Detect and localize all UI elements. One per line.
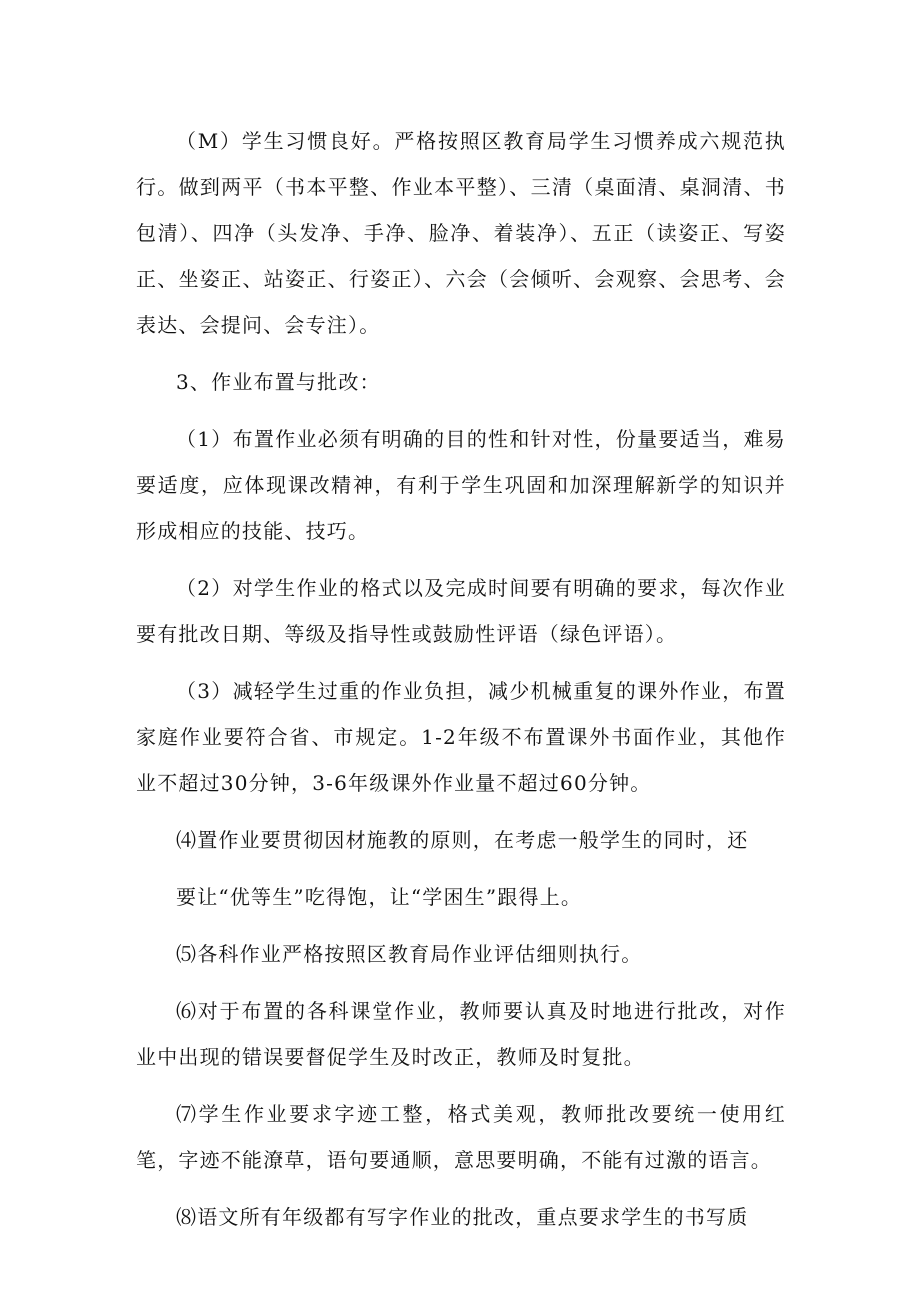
document-body: [136, 118, 786, 1251]
paragraph-homework-item-4-line-2: 要让“优等生”吃得饱，让“学困生”跟得上。: [176, 885, 583, 909]
paragraph-student-habits: （M）学生习惯良好。严格按照区教育局学生习惯养成六规范执行。做到两平（书本平整、作业本平整）、三清（桌面清、桌洞清、书包清）、四净（头发净、手净、脸净、着装净）、五正（读姿正、写姿正、坐姿正、站姿正、行姿正）、六会（会倾听、会观察、会思考、会表达、会提问、会专注）。: [136, 129, 786, 337]
paragraph-homework-item-4-line-1: ⑷置作业要贯彻因材施教的原则，在考虑一般学生的同时，还: [176, 828, 749, 852]
paragraph-homework-item-6: ⑹对于布置的各科课堂作业，教师要认真及时地进行批改，对作业中出现的错误要督促学生及时改正，教师及时复批。: [136, 999, 786, 1069]
paragraph-homework-item-3: （3）减轻学生过重的作业负担，减少机械重复的课外作业，布置家庭作业要符合省、市规定。1-2年级不布置课外书面作业，其他作业不超过30分钟，3-6年级课外作业量不超过60分钟。: [136, 679, 786, 795]
paragraph-homework-item-7: ⑺学生作业要求字迹工整，格式美观，教师批改要统一使用红笔，字迹不能潦草，语句要通顺，意思要明确，不能有过激的语言。: [136, 1102, 786, 1172]
section-heading-homework: 3、作业布置与批改：: [176, 370, 381, 394]
paragraph-homework-item-1: （1）布置作业必须有明确的目的性和针对性，份量要适当，难易要适度，应体现课改精神，有利于学生巩固和加深理解新学的知识并形成相应的技能、技巧。: [136, 427, 786, 543]
paragraph-homework-item-5: ⑸各科作业严格按照区教育局作业评估细则执行。: [176, 942, 643, 966]
paragraph-homework-item-8: ⑻语文所有年级都有写字作业的批改，重点要求学生的书写质: [176, 1205, 749, 1229]
paragraph-homework-item-2: （2）对学生作业的格式以及完成时间要有明确的要求，每次作业要有批改日期、等级及指导性或鼓励性评语（绿色评语）。: [136, 576, 786, 646]
